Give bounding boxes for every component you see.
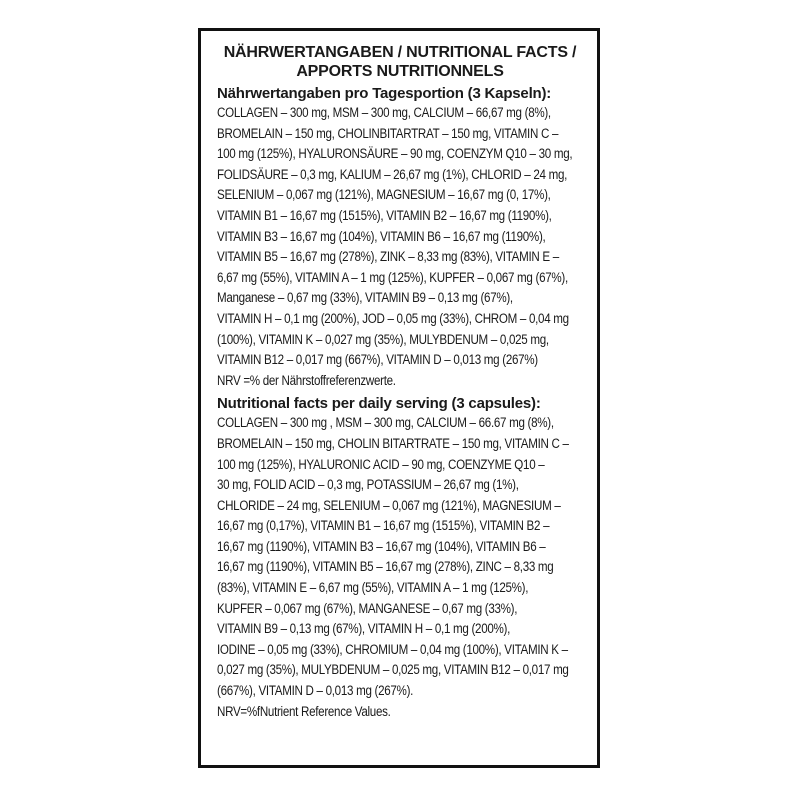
german-line: FOLIDSÄURE – 0,3 mg, KALIUM – 26,67 mg (1%), CHLORID – 24 mg, — [217, 166, 568, 182]
english-line: 30 mg, FOLID ACID – 0,3 mg, POTASSIUM – 26,67 mg (1%), — [217, 477, 519, 493]
german-line: 6,67 mg (55%), VITAMIN A – 1 mg (125%), KUPFER – 0,067 mg (67%), — [217, 269, 568, 285]
english-line: 100 mg (125%), HYALURONIC ACID – 90 mg, COENZYME Q10 – — [217, 456, 545, 472]
english-section-heading: Nutritional facts per daily serving (3 capsules): — [217, 395, 541, 413]
english-line: 16,67 mg (1190%), VITAMIN B5 – 16,67 mg (278%), ZINC – 8,33 mg — [217, 559, 554, 575]
german-line: VITAMIN B12 – 0,017 mg (667%), VITAMIN D – 0,013 mg (267%) — [217, 352, 538, 368]
german-line: BROMELAIN – 150 mg, CHOLINBITARTRAT – 150 mg, VITAMIN C – — [217, 125, 559, 141]
german-section-heading: Nährwertangaben pro Tagesportion (3 Kapseln): — [217, 85, 552, 102]
nutrition-label-panel — [198, 28, 600, 768]
german-nrv-note: NRV =% der Nährstoffreferenzwerte. — [217, 372, 396, 388]
label-title-line-1: NÄHRWERTANGABEN / NUTRITIONAL FACTS / — [223, 44, 577, 61]
english-line: COLLAGEN – 300 mg , MSM – 300 mg, CALCIUM – 66.67 mg (8%), — [217, 415, 554, 431]
german-line: Manganese – 0,67 mg (33%), VITAMIN B9 – 0,13 mg (67%), — [217, 290, 513, 306]
german-line: VITAMIN B5 – 16,67 mg (278%), ZINK – 8,33 mg (83%), VITAMIN E – — [217, 249, 559, 265]
english-line: IODINE – 0,05 mg (33%), CHROMIUM – 0,04 mg (100%), VITAMIN K – — [217, 641, 568, 657]
english-section-body — [217, 413, 597, 722]
english-line: CHLORIDE – 24 mg, SELENIUM – 0,067 mg (121%), MAGNESIUM – — [217, 497, 561, 513]
english-line: VITAMIN B9 – 0,13 mg (67%), VITAMIN H – 0,1 mg (200%), — [217, 621, 511, 637]
label-title — [217, 43, 583, 81]
german-line: VITAMIN B1 – 16,67 mg (1515%), VITAMIN B2 – 16,67 mg (1190%), — [217, 207, 552, 223]
label-title-line-2: APPORTS NUTRITIONNELS — [296, 63, 504, 80]
english-line: 16,67 mg (1190%), VITAMIN B3 – 16,67 mg (104%), VITAMIN B6 – — [217, 538, 546, 554]
english-nrv-note: NRV=%fNutrient Reference Values. — [217, 703, 391, 719]
german-line: COLLAGEN – 300 mg, MSM – 300 mg, CALCIUM – 66,67 mg (8%), — [217, 105, 551, 120]
english-line: BROMELAIN – 150 mg, CHOLIN BITARTRATE – 150 mg, VITAMIN C – — [217, 435, 569, 451]
german-section-body — [217, 103, 597, 391]
german-line: VITAMIN H – 0,1 mg (200%), JOD – 0,05 mg (33%), CHROM – 0,04 mg — [217, 310, 569, 326]
german-line: VITAMIN B3 – 16,67 mg (104%), VITAMIN B6 – 16,67 mg (1190%), — [217, 228, 546, 244]
german-line: (100%), VITAMIN K – 0,027 mg (35%), MULYBDENUM – 0,025 mg, — [217, 331, 549, 347]
english-line: 0,027 mg (35%), MULYBDENUM – 0,025 mg, VITAMIN B12 – 0,017 mg — [217, 662, 569, 678]
german-line: 100 mg (125%), HYALURONSÄURE – 90 mg, COENZYM Q10 – 30 mg, — [217, 146, 573, 162]
german-line: SELENIUM – 0,067 mg (121%), MAGNESIUM – 16,67 mg (0, 17%), — [217, 187, 551, 203]
english-line: (83%), VITAMIN E – 6,67 mg (55%), VITAMIN A – 1 mg (125%), — [217, 580, 529, 596]
english-line: KUPFER – 0,067 mg (67%), MANGANESE – 0,67 mg (33%), — [217, 600, 518, 616]
english-line: 16,67 mg (0,17%), VITAMIN B1 – 16,67 mg (1515%), VITAMIN B2 – — [217, 518, 550, 534]
english-line: (667%), VITAMIN D – 0,013 mg (267%). — [217, 683, 414, 699]
